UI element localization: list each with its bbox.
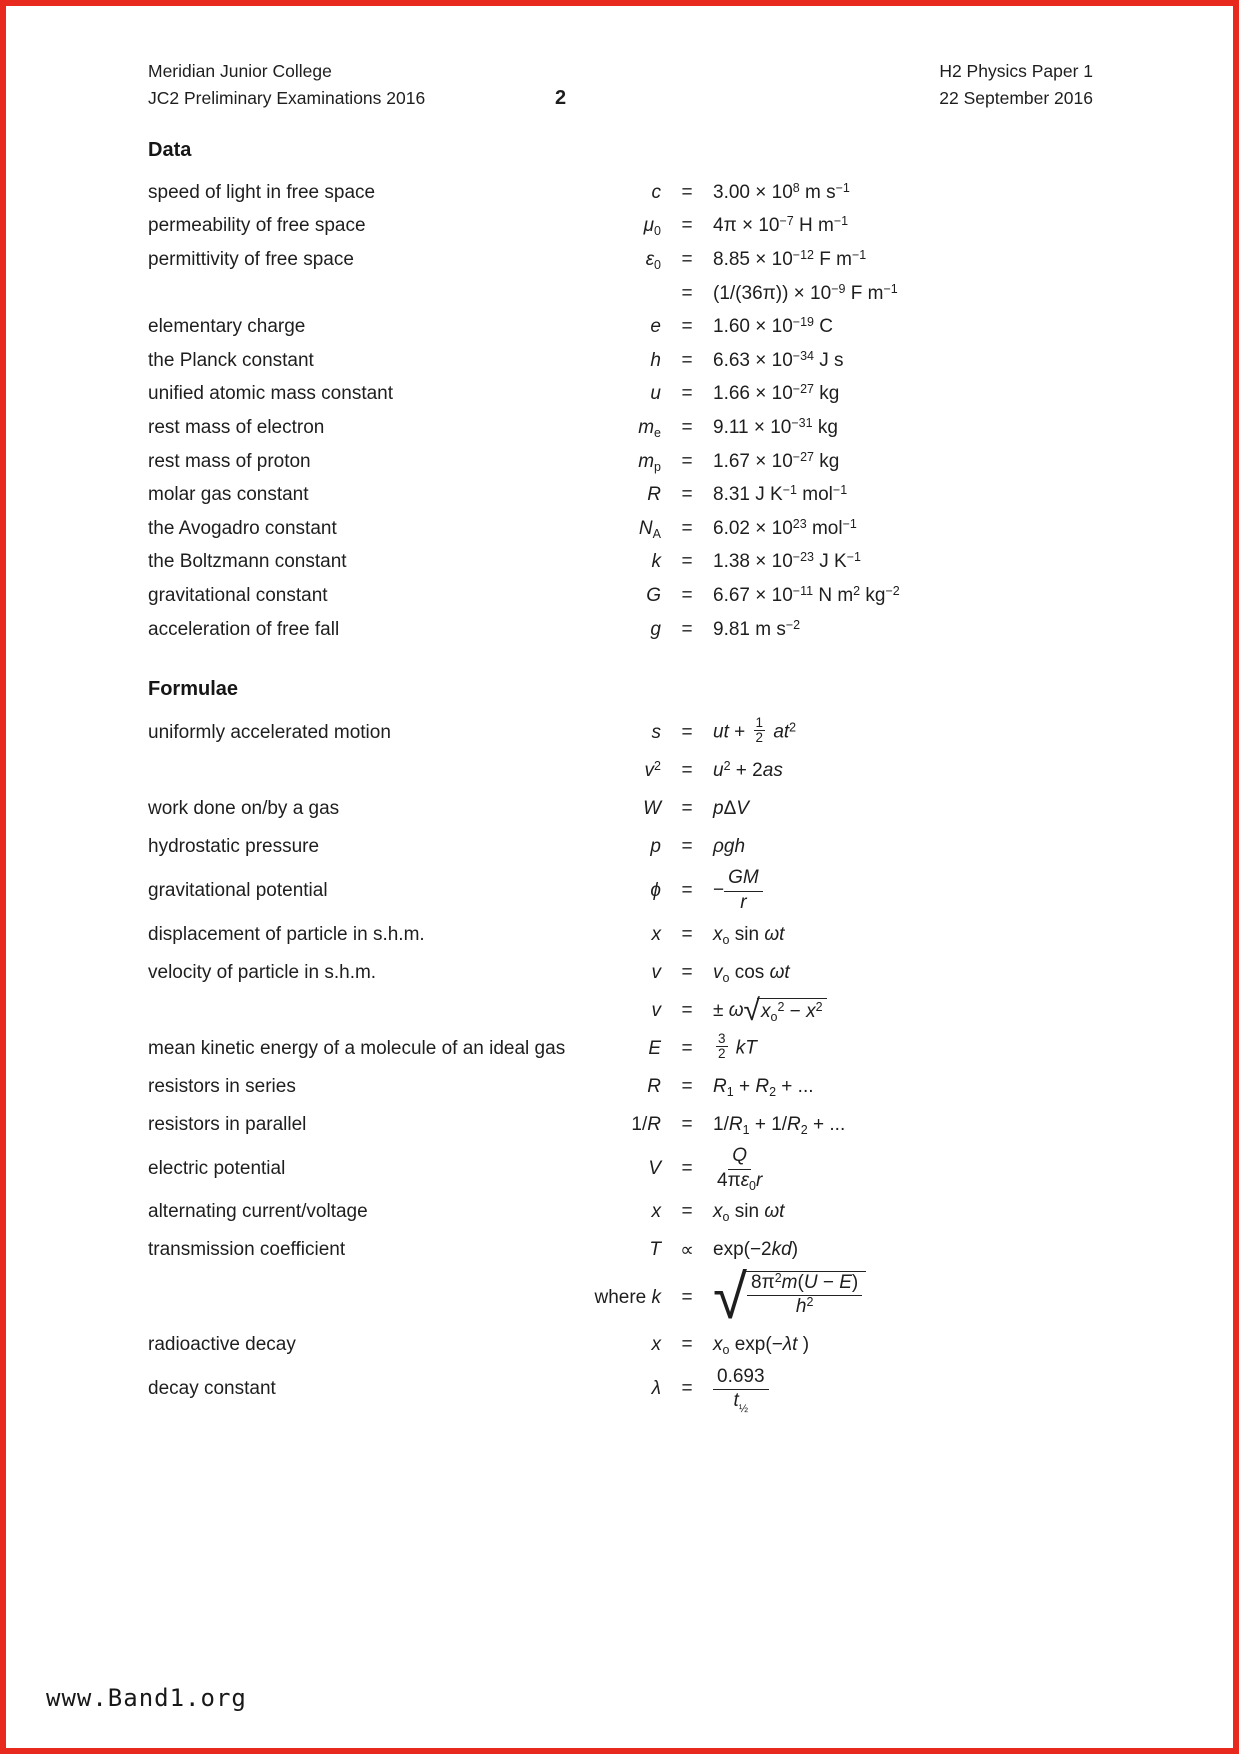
- formula-expression: − $\frac{GM}{r}$: [713, 867, 1093, 914]
- quantity-value: $6.02 \times 10^{23}$ mol$^{-1}$: [713, 516, 857, 539]
- formula-label: velocity of particle in s.h.m.: [148, 961, 377, 983]
- formula-expression: $u^2 + 2as$: [713, 758, 783, 781]
- page-content: [148, 58, 1093, 1416]
- relation-sign: =: [681, 1075, 693, 1097]
- formula-symbol: x: [651, 923, 661, 945]
- formula-expression: $v_o$ cos ωt: [713, 961, 790, 985]
- constant-row: [148, 210, 1093, 244]
- relation-sign: =: [681, 1037, 693, 1059]
- formula-label: electric potential: [148, 1157, 286, 1179]
- data-constants-list: [148, 176, 1093, 646]
- formula-symbol: ϕ: [650, 879, 661, 901]
- constant-row: [148, 512, 1093, 546]
- formula-row: [148, 993, 1093, 1028]
- relation-sign: =: [681, 618, 693, 640]
- formula-row: [148, 1365, 1093, 1416]
- quantity-value: $8.85 \times 10^{-12}$ F $m^{-1}$: [713, 247, 867, 270]
- quantity-label: permittivity of free space: [148, 248, 354, 270]
- quantity-symbol: $m_p$: [638, 450, 661, 474]
- formula-row: [148, 791, 1093, 826]
- relation-sign: =: [681, 1334, 693, 1356]
- formula-expression: pΔV: [713, 797, 749, 819]
- relation-sign: =: [681, 383, 693, 405]
- formula-label: uniformly accelerated motion: [148, 721, 391, 743]
- relation-sign: =: [681, 879, 693, 901]
- formula-label: radioactive decay: [148, 1334, 296, 1356]
- formula-row: [148, 917, 1093, 952]
- quantity-value: $6.67 \times 10^{-11}$ N $m^2$ $kg^{-2}$: [713, 583, 900, 606]
- formula-label: mean kinetic energy of a molecule of an ideal gas: [148, 1037, 566, 1059]
- relation-sign: =: [681, 797, 693, 819]
- quantity-symbol: u: [650, 383, 661, 405]
- exam-date: 22 September 2016: [939, 88, 1093, 108]
- formula-symbol: s: [651, 721, 661, 743]
- relation-sign: =: [681, 835, 693, 857]
- quantity-label: the Planck constant: [148, 349, 314, 371]
- formula-row: [148, 1195, 1093, 1230]
- school-name: Meridian Junior College: [148, 61, 332, 81]
- quantity-symbol: h: [650, 349, 661, 371]
- formula-expression: ρgh: [713, 835, 746, 857]
- constant-row: [148, 411, 1093, 445]
- quantity-symbol: c: [651, 181, 661, 203]
- relation-sign: =: [681, 1201, 693, 1223]
- formula-symbol: E: [648, 1037, 661, 1059]
- relation-sign: =: [681, 721, 693, 743]
- formula-symbol: W: [643, 797, 661, 819]
- formula-symbol: v: [651, 999, 661, 1021]
- quantity-label: permeability of free space: [148, 215, 366, 237]
- relation-sign: =: [681, 316, 693, 338]
- formula-label: displacement of particle in s.h.m.: [148, 923, 425, 945]
- constant-row: [148, 378, 1093, 412]
- formula-label: hydrostatic pressure: [148, 835, 320, 857]
- formula-expression: √ $\frac{8\pi^2m(U - E)}{h^2}$: [713, 1271, 1093, 1325]
- formula-symbol: T: [649, 1239, 661, 1261]
- header-right: [626, 58, 1093, 112]
- header-left: [148, 58, 615, 112]
- constant-row: [148, 613, 1093, 647]
- relation-sign: =: [681, 584, 693, 606]
- relation-sign: =: [681, 484, 693, 506]
- formula-expression: $\frac{3}{2}$ kT: [718, 1030, 757, 1062]
- relation-sign: =: [681, 1378, 693, 1400]
- formula-expression: exp(−2kd): [713, 1239, 799, 1261]
- quantity-symbol: $N_A$: [638, 517, 661, 541]
- relation-sign: =: [681, 923, 693, 945]
- relation-sign: =: [681, 961, 693, 983]
- quantity-symbol: G: [646, 584, 661, 606]
- constant-row: [148, 478, 1093, 512]
- formula-label: transmission coefficient: [148, 1239, 346, 1261]
- constant-row: [148, 445, 1093, 479]
- formula-expression: $R_1 + R_2$ + ...: [713, 1075, 814, 1099]
- formula-label: work done on/by a gas: [148, 797, 340, 819]
- formula-expression: $x_o$ sin ωt: [713, 1201, 785, 1225]
- quantity-value: $1.38 \times 10^{-23}$ J $K^{-1}$: [713, 550, 861, 573]
- page-number: 2: [554, 87, 567, 109]
- formula-row: [148, 715, 1093, 750]
- formula-row: [148, 955, 1093, 990]
- quantity-label: the Avogadro constant: [148, 517, 337, 539]
- formula-row: [148, 1233, 1093, 1268]
- formula-symbol: x: [651, 1201, 661, 1223]
- quantity-value: $9.11 \times 10^{-31}$ kg: [713, 415, 838, 438]
- formula-expression: $\frac{0.693}{t_{\frac{1}{2}}}$: [713, 1366, 1093, 1413]
- quantity-label: rest mass of proton: [148, 450, 311, 472]
- quantity-label: the Boltzmann constant: [148, 551, 347, 573]
- quantity-value: $1.66 \times 10^{-27}$ kg: [713, 382, 840, 405]
- relation-sign: =: [681, 517, 693, 539]
- constant-row: [148, 277, 1093, 311]
- relation-sign: =: [681, 215, 693, 237]
- relation-sign: =: [681, 999, 693, 1021]
- formula-symbol: where k: [594, 1286, 661, 1308]
- quantity-label: elementary charge: [148, 316, 306, 338]
- formula-row: [148, 1262, 1093, 1332]
- quantity-value: $(1/(36\pi)) \times 10^{-9}$ F $m^{-1}$: [713, 281, 898, 304]
- formulae-section-title: Formulae: [148, 678, 239, 701]
- formula-symbol: 1/R: [631, 1113, 661, 1135]
- quantity-value: $6.63 \times 10^{-34}$ J s: [713, 348, 844, 371]
- relation-sign: =: [681, 349, 693, 371]
- relation-sign: =: [681, 1286, 693, 1308]
- formula-symbol: p: [650, 835, 661, 857]
- quantity-label: gravitational constant: [148, 584, 328, 606]
- page-header: [148, 58, 1093, 112]
- data-section-title: Data: [148, 139, 192, 161]
- quantity-label: acceleration of free fall: [148, 618, 340, 640]
- formula-row: [148, 867, 1093, 914]
- formula-symbol: v: [651, 961, 661, 983]
- formula-expression: $x_o$ exp(−λt ): [713, 1334, 810, 1358]
- formula-label: decay constant: [148, 1378, 276, 1400]
- formula-label: alternating current/voltage: [148, 1201, 368, 1223]
- quantity-symbol: $\mu_0$: [643, 215, 661, 239]
- paper-title: H2 Physics Paper 1: [939, 61, 1093, 81]
- formula-symbol: V: [648, 1157, 661, 1179]
- quantity-value: $3.00 \times 10^8$ m $s^{-1}$: [713, 180, 850, 203]
- relation-sign: =: [681, 1113, 693, 1135]
- relation-sign: =: [681, 450, 693, 472]
- relation-sign: =: [681, 282, 693, 304]
- formula-expression: $1/R_1 + 1/R_2$ + ...: [713, 1113, 846, 1137]
- relation-sign: =: [681, 416, 693, 438]
- formula-symbol: λ: [651, 1378, 661, 1400]
- quantity-label: speed of light in free space: [148, 181, 376, 203]
- formula-label: resistors in parallel: [148, 1113, 307, 1135]
- exam-title: JC2 Preliminary Examinations 2016: [148, 88, 426, 108]
- formula-expression: $x_o$ sin ωt: [713, 923, 785, 947]
- constant-row: [148, 176, 1093, 210]
- quantity-label: unified atomic mass constant: [148, 383, 394, 405]
- quantity-value: 8.31 J $K^{-1}$ mol$^{-1}$: [713, 483, 848, 506]
- relation-sign: =: [681, 1157, 693, 1179]
- relation-sign: =: [681, 759, 693, 781]
- formula-row: [148, 1107, 1093, 1142]
- quantity-value: $1.67 \times 10^{-27}$ kg: [713, 449, 840, 472]
- relation-sign: =: [681, 551, 693, 573]
- formula-row: [148, 1069, 1093, 1104]
- relation-sign: ∝: [680, 1239, 694, 1261]
- quantity-symbol: g: [650, 618, 661, 640]
- quantity-label: molar gas constant: [148, 484, 309, 506]
- quantity-symbol: e: [650, 316, 661, 338]
- quantity-value: $4\pi \times 10^{-7}$ H $m^{-1}$: [713, 214, 849, 237]
- formula-row: [148, 829, 1093, 864]
- formula-expression: ut + $\frac{1}{2}$ $at^2$: [713, 715, 797, 746]
- constant-row: [148, 243, 1093, 277]
- relation-sign: =: [681, 248, 693, 270]
- formula-row: [148, 1031, 1093, 1066]
- quantity-symbol: R: [647, 484, 661, 506]
- quantity-label: rest mass of electron: [148, 416, 325, 438]
- constant-row: [148, 344, 1093, 378]
- watermark-url: www.Band1.org: [46, 1684, 247, 1712]
- constant-row: [148, 546, 1093, 580]
- quantity-symbol: k: [651, 551, 661, 573]
- relation-sign: =: [681, 181, 693, 203]
- quantity-symbol: $\varepsilon_0$: [645, 248, 661, 272]
- constant-row: [148, 310, 1093, 344]
- formula-symbol: R: [647, 1075, 661, 1097]
- formula-symbol: x: [651, 1334, 661, 1356]
- formula-row: [148, 1145, 1093, 1192]
- formula-label: gravitational potential: [148, 879, 328, 901]
- formula-symbol: $v^2$: [644, 758, 661, 781]
- constant-row: [148, 579, 1093, 613]
- formula-row: [148, 753, 1093, 788]
- formula-label: resistors in series: [148, 1075, 296, 1097]
- quantity-value: 9.81 m $s^{-2}$: [713, 617, 801, 640]
- formula-row: [148, 1328, 1093, 1363]
- formula-expression: $\frac{Q}{4\pi\varepsilon_0r}$: [717, 1145, 763, 1193]
- formula-expression: ± ω √ $x_o^2 - x^2$: [713, 998, 1093, 1024]
- quantity-value: $1.60 \times 10^{-19}$ C: [713, 315, 833, 338]
- quantity-symbol: $m_e$: [638, 416, 661, 440]
- formulae-list: [148, 715, 1093, 1415]
